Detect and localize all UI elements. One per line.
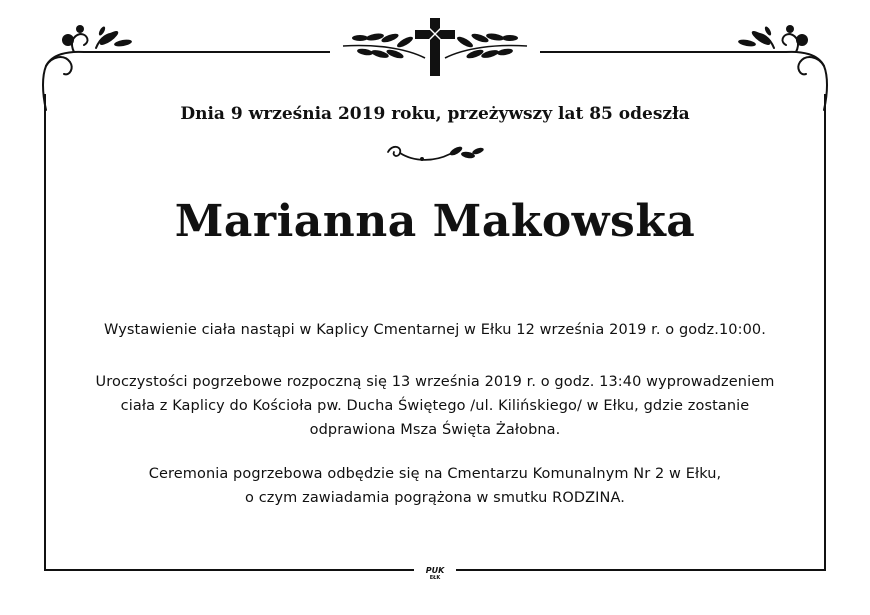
cross-with-laurel-icon — [335, 12, 535, 82]
puk-logo — [420, 566, 450, 582]
frame-top-line-right — [540, 51, 720, 53]
paragraph-line: o czym zawiadamia pogrążona w smutku RODZINA. — [245, 490, 625, 506]
death-date-line: Dnia 9 września 2019 roku, przeżywszy lat 85 odeszła — [180, 104, 690, 124]
frame-top-line-left — [150, 51, 330, 53]
burial-paragraph — [50, 462, 820, 510]
deceased-name: Marianna Makowska — [174, 196, 696, 247]
paragraph-line: Wystawienie ciała nastąpi w Kaplicy Cmentarnej w Ełku 12 września 2019 r. o godz.10:00. — [104, 322, 766, 338]
corner-top-left-floral-icon — [34, 14, 164, 104]
paragraph-line: Uroczystości pogrzebowe rozpoczną się 13 września 2019 r. o godz. 13:40 wyprowadzeniem — [95, 374, 775, 390]
frame-bottom-line-left — [44, 569, 414, 571]
paragraph-line: odprawiona Msza Święta Żałobna. — [309, 422, 561, 438]
frame-left-line — [44, 94, 46, 570]
paragraph-line: ciała z Kaplicy do Kościoła pw. Ducha Świętego /ul. Kilińskiego/ w Ełku, gdzie zostanie — [120, 398, 750, 414]
swirl-leaf-divider-icon — [384, 140, 486, 170]
frame-bottom-line-right — [456, 569, 826, 571]
logo-sub-text: EŁK — [429, 575, 441, 581]
funeral-ceremony-paragraph — [50, 370, 820, 442]
corner-top-right-floral-icon — [706, 14, 836, 104]
logo-main-text: PUK — [425, 566, 445, 575]
paragraph-line: Ceremonia pogrzebowa odbędzie się na Cmentarzu Komunalnym Nr 2 w Ełku, — [148, 466, 722, 482]
viewing-paragraph — [50, 318, 820, 342]
frame-right-line — [824, 94, 826, 570]
